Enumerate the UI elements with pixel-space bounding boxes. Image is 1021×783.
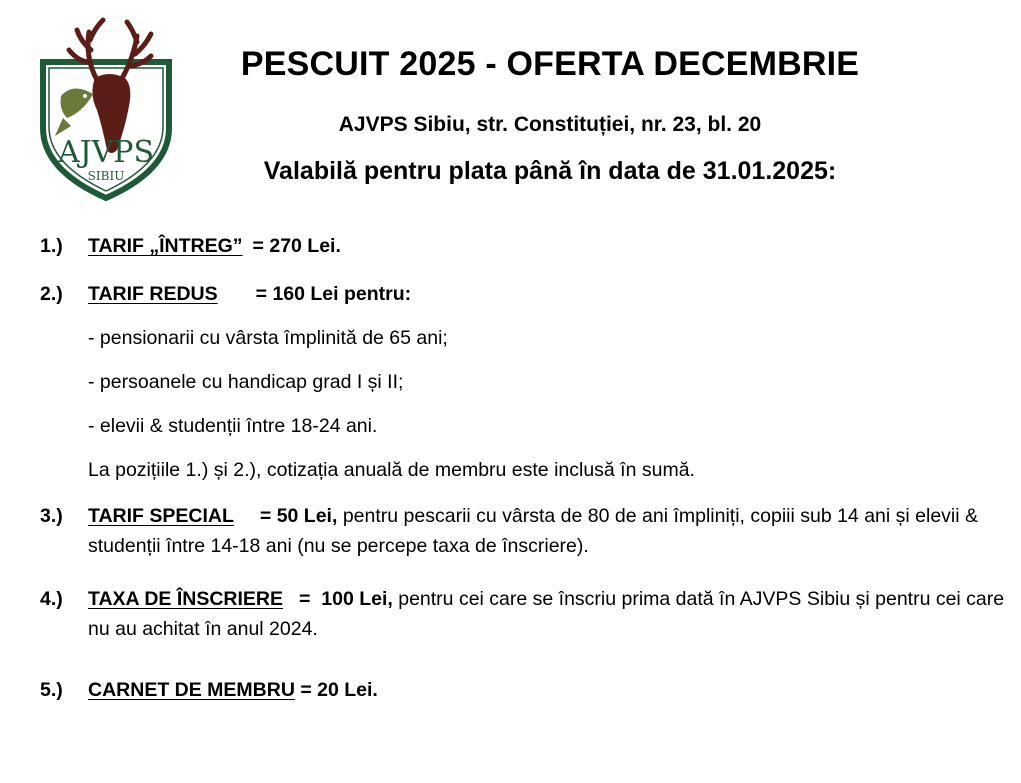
- subline: - elevii & studenții între 18-24 ani.: [88, 415, 378, 437]
- list-item: [40, 675, 1010, 705]
- item-number: 1.): [40, 235, 63, 257]
- item-price: = 20 Lei.: [300, 679, 378, 701]
- list-item: [40, 501, 1010, 561]
- page-title: PESCUIT 2025 - OFERTA DECEMBRIE: [240, 45, 860, 83]
- item-number: 2.): [40, 283, 63, 305]
- list-item: [40, 279, 1010, 309]
- item-number: 4.): [40, 588, 63, 610]
- item-number: 3.): [40, 505, 63, 527]
- item-label: CARNET DE MEMBRU: [88, 679, 295, 701]
- item-label: TARIF REDUS: [88, 283, 218, 305]
- logo-text: AJVPS: [57, 135, 155, 170]
- subline: - persoanele cu handicap grad I și II;: [88, 371, 404, 393]
- item-price: = 160 Lei pentru:: [255, 283, 412, 305]
- ajvps-logo: [37, 10, 175, 202]
- address-line: AJVPS Sibiu, str. Constituției, nr. 23, bl. 20: [338, 113, 762, 136]
- item-description: pentru pescarii cu vârsta de 80 de ani împliniți, copiii sub 14 ani și elevii & studenții între 14-18 ani (nu se percepe taxa de înscriere).: [88, 505, 978, 557]
- item-label: TARIF „ÎNTREG”: [88, 235, 243, 257]
- item-price: = 50 Lei,: [259, 505, 338, 527]
- list-item: [40, 231, 1010, 261]
- item-label: TARIF SPECIAL: [88, 505, 234, 527]
- item-price: = 270 Lei.: [252, 235, 341, 257]
- item-description: pentru cei care se înscriu prima dată în AJVPS Sibiu și pentru cei care nu au achitat în anul 2024.: [88, 588, 1005, 640]
- logo-subtext: SIBIU: [87, 169, 125, 183]
- item-label: TAXA DE ÎNSCRIERE: [88, 588, 284, 610]
- item-price: = 100 Lei,: [299, 588, 393, 610]
- subline: - pensionarii cu vârsta împlinită de 65 ani;: [88, 327, 448, 349]
- validity-line: Valabilă pentru plata până în data de 31.01.2025:: [263, 157, 837, 185]
- list-item: [40, 584, 1010, 644]
- note-line: La pozițiile 1.) și 2.), cotizația anuală de membru este inclusă în sumă.: [88, 459, 695, 481]
- item-number: 5.): [40, 679, 63, 701]
